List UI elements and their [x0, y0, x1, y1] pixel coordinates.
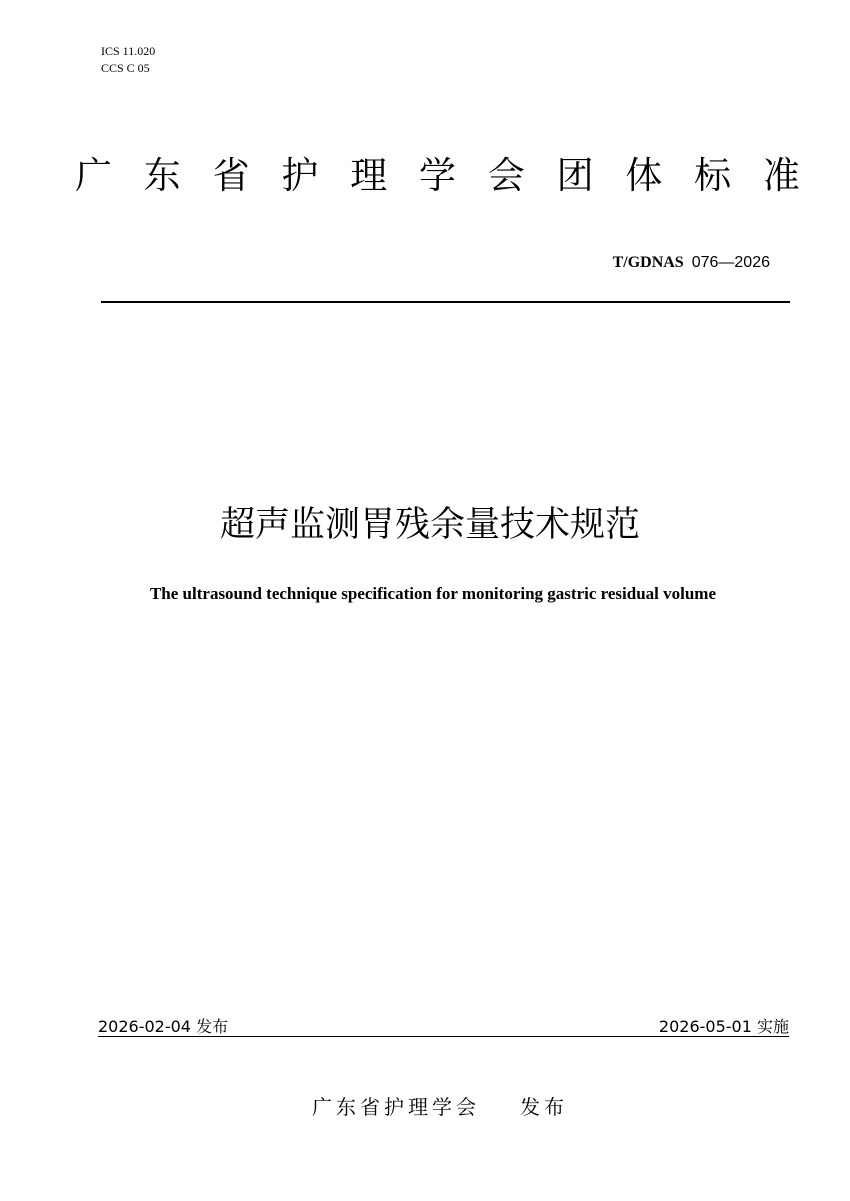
date-line	[98, 1017, 789, 1039]
classification-codes	[101, 43, 155, 77]
document-title: 超声监测胃残余量技术规范	[219, 505, 640, 545]
heading-char: 护	[281, 154, 319, 197]
standard-code: 076—2026	[691, 254, 770, 271]
organization-standard-heading	[75, 150, 800, 202]
heading-char: 学	[418, 154, 456, 197]
ics-code: ICS 11.020	[101, 44, 156, 58]
standard-prefix: T/GDNAS	[612, 254, 684, 271]
publisher-name: 广东省护理学会	[312, 1095, 480, 1119]
implement-date: 2026-05-01 实施	[658, 1017, 789, 1036]
heading-char: 团	[556, 154, 594, 197]
heading-char: 东	[143, 154, 181, 197]
standard-number	[613, 253, 770, 273]
heading-char: 理	[350, 154, 388, 197]
document-english-title: The ultrasound technique specification for monitoring gastric residual volume	[149, 584, 717, 603]
heading-char: 广	[75, 154, 112, 197]
publish-date: 2026-02-04 发布	[98, 1017, 229, 1036]
publisher-line	[0, 1094, 850, 1120]
heading-char: 体	[625, 154, 663, 197]
heading-char: 会	[487, 154, 525, 197]
heading-char: 标	[694, 154, 732, 197]
header-divider	[101, 301, 790, 303]
ccs-code: CCS C 05	[101, 61, 150, 75]
heading-char: 准	[762, 154, 800, 197]
heading-char: 省	[212, 154, 250, 197]
date-underline	[98, 1036, 789, 1037]
publisher-action: 发布	[520, 1095, 568, 1119]
